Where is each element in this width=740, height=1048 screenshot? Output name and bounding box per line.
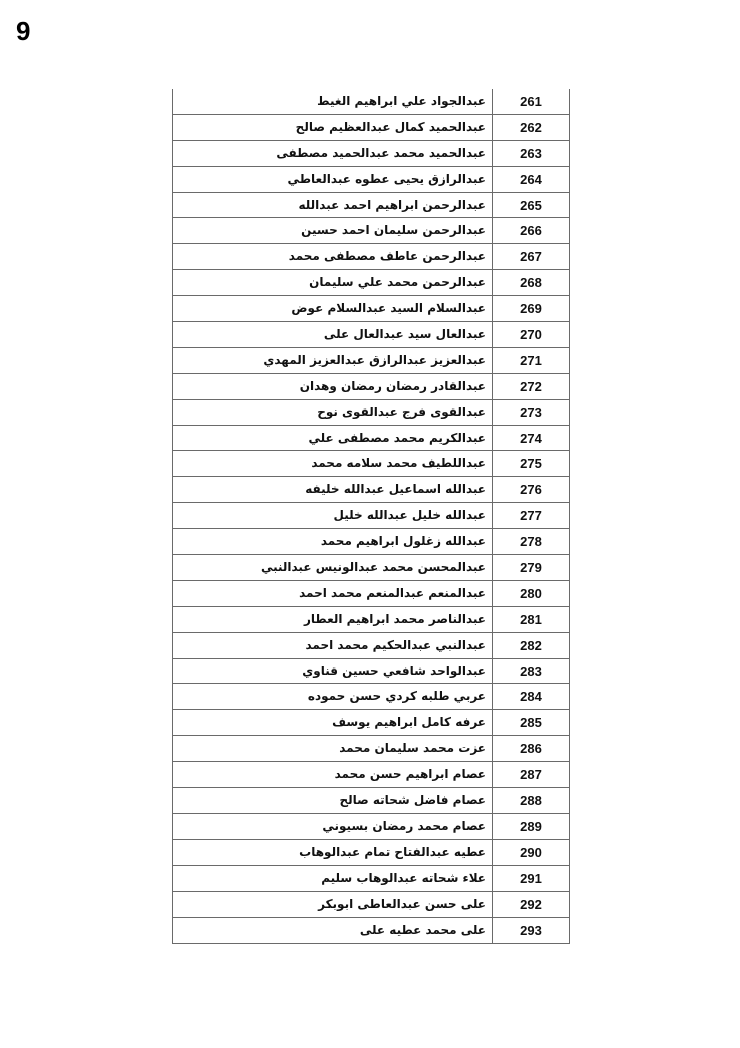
number-cell: 283 <box>520 663 542 679</box>
table-row <box>173 477 569 503</box>
table-row <box>173 374 569 400</box>
table-row <box>173 762 569 788</box>
name-cell: عبدالجواد علي ابراهيم الغيط <box>173 89 493 114</box>
name-cell: عبدالرازق يحيى عطوه عبدالعاطي <box>173 167 493 192</box>
name-cell: عبدالرحمن عاطف مصطفى محمد <box>173 244 493 269</box>
number-cell: 272 <box>520 378 542 394</box>
table-row <box>173 710 569 736</box>
name-cell: عصام محمد رمضان بسيوني <box>173 814 493 839</box>
name-cell: عبدالرحمن سليمان احمد حسين <box>173 218 493 243</box>
names-table <box>172 89 570 944</box>
number-cell: 293 <box>520 922 542 938</box>
number-cell: 280 <box>520 585 542 601</box>
name-cell: عبدالنبي عبدالحكيم محمد احمد <box>173 633 493 658</box>
name-cell: على محمد عطيه على <box>173 918 493 944</box>
number-cell: 261 <box>520 94 542 109</box>
number-cell: 287 <box>520 767 542 783</box>
table-row <box>173 814 569 840</box>
name-cell: عرفه كامل ابراهيم يوسف <box>173 710 493 735</box>
name-cell: عبدالمنعم عبدالمنعم محمد احمد <box>173 581 493 606</box>
name-cell: على حسن عبدالعاطى ابوبكر <box>173 892 493 917</box>
number-cell: 278 <box>520 534 542 550</box>
number-cell: 276 <box>520 482 542 498</box>
table-row <box>173 193 569 219</box>
table-row <box>173 581 569 607</box>
name-cell: عبدالعال سيد عبدالعال على <box>173 322 493 347</box>
name-cell: عصام فاضل شحاته صالح <box>173 788 493 813</box>
table-row <box>173 400 569 426</box>
table-row <box>173 296 569 322</box>
number-cell: 269 <box>520 301 542 317</box>
name-cell: عبدالله خليل عبدالله خليل <box>173 503 493 528</box>
number-cell: 270 <box>520 327 542 343</box>
table-row <box>173 555 569 581</box>
number-cell: 288 <box>520 793 542 809</box>
table-row <box>173 89 569 115</box>
name-cell: عبدالناصر محمد ابراهيم العطار <box>173 607 493 632</box>
table-row <box>173 141 569 167</box>
name-cell: عبدالرحمن محمد علي سليمان <box>173 270 493 295</box>
number-cell: 263 <box>520 145 542 161</box>
name-cell: عزت محمد سليمان محمد <box>173 736 493 761</box>
name-cell: علاء شحاته عبدالوهاب سليم <box>173 866 493 891</box>
table-row <box>173 633 569 659</box>
number-cell: 262 <box>520 119 542 135</box>
table-row <box>173 607 569 633</box>
table-row <box>173 788 569 814</box>
name-cell: عبدالسلام السيد عبدالسلام عوض <box>173 296 493 321</box>
name-cell: عبدالرحمن ابراهيم احمد عبدالله <box>173 193 493 218</box>
number-cell: 284 <box>520 689 542 705</box>
table-row <box>173 270 569 296</box>
name-cell: عربي طلبه كردي حسن حموده <box>173 684 493 709</box>
number-cell: 268 <box>520 275 542 291</box>
number-cell: 273 <box>520 404 542 420</box>
number-cell: 265 <box>520 197 542 213</box>
table-row <box>173 426 569 452</box>
table-row <box>173 451 569 477</box>
table-row <box>173 115 569 141</box>
table-row <box>173 892 569 918</box>
name-cell: عبدالقوى فرج عبدالقوى نوح <box>173 400 493 425</box>
name-cell: عبدالحميد محمد عبدالحميد مصطفى <box>173 141 493 166</box>
number-cell: 290 <box>520 844 542 860</box>
table-row <box>173 866 569 892</box>
number-cell: 267 <box>520 249 542 265</box>
number-cell: 285 <box>520 715 542 731</box>
name-cell: عبدالله اسماعيل عبدالله خليفه <box>173 477 493 502</box>
table-row <box>173 348 569 374</box>
table-row <box>173 529 569 555</box>
name-cell: عبدالمحسن محمد عبدالونيس عبدالنبي <box>173 555 493 580</box>
page-number: 9 <box>16 16 31 46</box>
name-cell: عبدالكريم محمد مصطفى علي <box>173 426 493 451</box>
number-cell: 275 <box>520 456 542 472</box>
name-cell: عبدالله زغلول ابراهيم محمد <box>173 529 493 554</box>
number-cell: 286 <box>520 741 542 757</box>
name-cell: عبدالقادر رمضان رمضان وهدان <box>173 374 493 399</box>
table-row <box>173 736 569 762</box>
number-cell: 292 <box>520 896 542 912</box>
number-cell: 291 <box>520 870 542 886</box>
name-cell: عبدالحميد كمال عبدالعظيم صالح <box>173 115 493 140</box>
number-cell: 282 <box>520 637 542 653</box>
name-cell: عطيه عبدالفتاح تمام عبدالوهاب <box>173 840 493 865</box>
name-cell: عبدالعزيز عبدالرازق عبدالعزيز المهدي <box>173 348 493 373</box>
name-cell: عصام ابراهيم حسن محمد <box>173 762 493 787</box>
table-row <box>173 840 569 866</box>
table-row <box>173 918 569 944</box>
table-row <box>173 322 569 348</box>
table-row <box>173 659 569 685</box>
table-row <box>173 244 569 270</box>
number-cell: 281 <box>520 611 542 627</box>
number-cell: 266 <box>520 223 542 239</box>
number-cell: 274 <box>520 430 542 446</box>
table-row <box>173 503 569 529</box>
table-row <box>173 167 569 193</box>
number-cell: 271 <box>520 352 542 368</box>
table-row <box>173 684 569 710</box>
name-cell: عبدالواحد شافعي حسين قناوي <box>173 659 493 684</box>
number-cell: 279 <box>520 560 542 576</box>
name-cell: عبداللطيف محمد سلامه محمد <box>173 451 493 476</box>
table-row <box>173 218 569 244</box>
number-cell: 289 <box>520 818 542 834</box>
number-cell: 264 <box>520 171 542 187</box>
number-cell: 277 <box>520 508 542 524</box>
